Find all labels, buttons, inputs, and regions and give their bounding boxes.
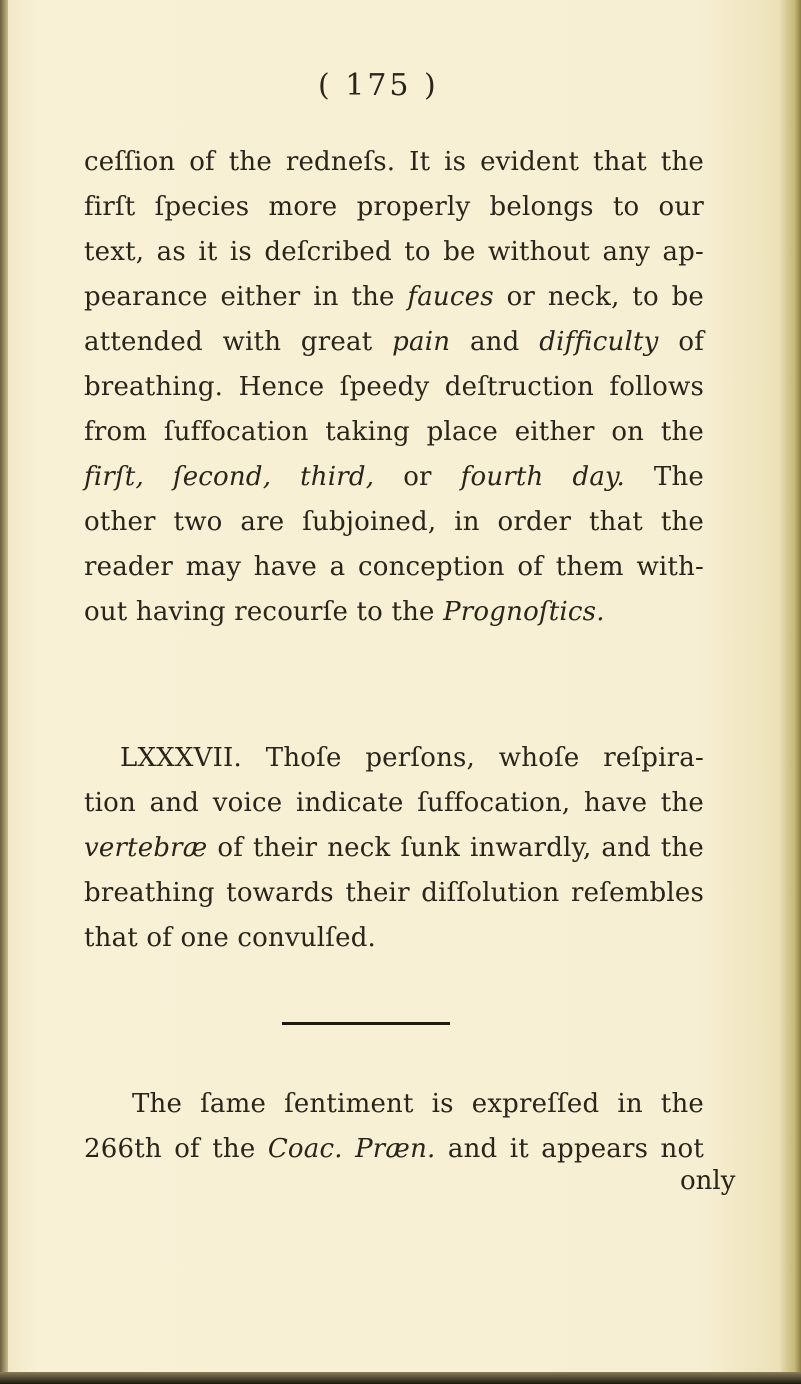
italic-term: fauces [407,282,494,312]
text-span: The [653,462,704,492]
section-heading: LXXXVII. [120,743,242,773]
italic-term: vertebræ [84,833,208,863]
text-span: and [469,327,520,357]
italic-term: firſt, ſecond, third, [84,462,375,492]
text-span: and it appears not [447,1134,704,1164]
text-span: out having recourſe to the [84,597,435,627]
text-span: of their neck ſunk inwardly, and the [217,833,704,863]
text-line: that of one convulſed. [84,923,377,953]
italic-term: difficulty [539,327,659,357]
text-line [84,455,704,500]
catchword: only [680,1166,736,1196]
text-line: tion and voice indicate ſuffocation, have the [84,788,704,818]
note-paragraph [84,1082,704,1172]
page-bottom-edge [0,1372,801,1384]
paragraph-2 [84,736,704,961]
italic-term: Coac. Præn. [267,1134,436,1164]
text-line [84,320,704,365]
text-line: other two are ſubjoined, in order that the [84,507,704,537]
text-line: reader may have a conception of them with- [84,552,704,582]
text-line: The ſame ſentiment is expreſſed in the [132,1089,704,1119]
text-span: attended with great [84,327,373,357]
text-span: Thoſe perſons, whoſe reſpira- [265,743,704,773]
text-line [84,736,704,781]
text-line: from ſuffocation taking place either on the [84,417,704,447]
text-line: text, as it is deſcribed to be without any ap- [84,237,704,267]
text-span: or [403,462,432,492]
section-rule [282,1022,450,1025]
text-line [84,275,704,320]
italic-term: Prognoſtics. [443,597,605,627]
text-line: breathing towards their diſſolution reſembles [84,878,704,908]
text-line: breathing. Hence ſpeedy deſtruction follows [84,372,704,402]
text-line [84,1127,704,1172]
text-line: ceſſion of the redneſs. It is evident that the [84,147,704,177]
text-span: of [678,327,705,357]
text-line: firſt ſpecies more properly belongs to our [84,192,704,222]
italic-term: fourth day. [460,462,625,492]
text-span: or neck, to be [506,282,705,312]
text-span: pearance either in the [84,282,395,312]
text-span: 266th of the [84,1134,256,1164]
page-number: ( 175 ) [318,68,439,103]
page-spine-shadow [0,0,8,1384]
paragraph-1 [84,140,704,635]
page-edge-shadow [779,0,801,1384]
text-line [84,590,704,635]
italic-term: pain [392,327,451,357]
text-line [84,826,704,871]
